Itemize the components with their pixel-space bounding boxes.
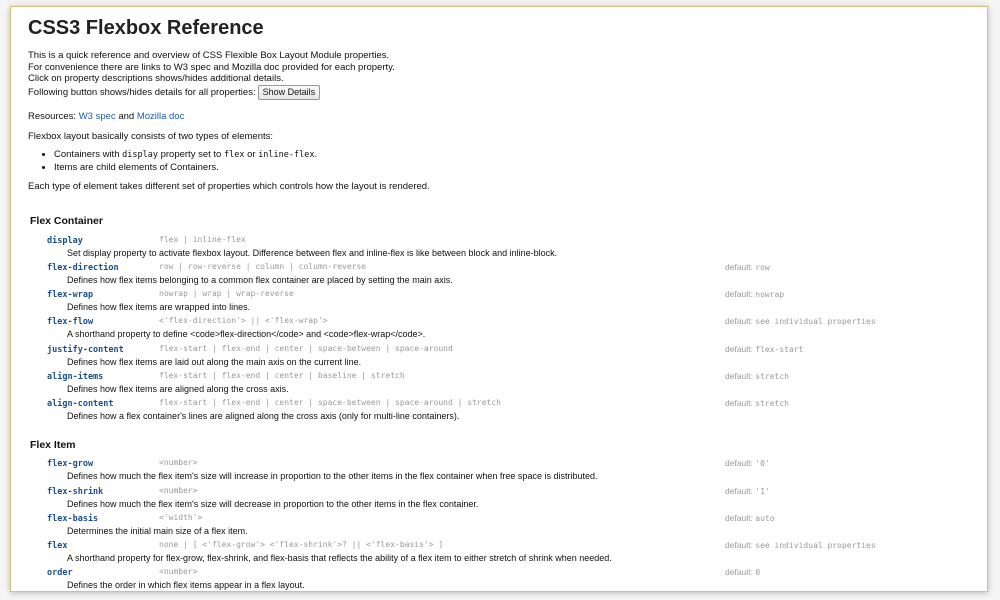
property-name: flex-shrink xyxy=(47,487,104,497)
property-default xyxy=(725,567,760,577)
w3-spec-link[interactable]: W3 spec xyxy=(78,111,116,122)
default-value: row xyxy=(755,263,770,272)
list-item: • Items are child elements of Containers. xyxy=(54,162,317,174)
resources-label: Resources: xyxy=(28,111,77,122)
intro-text xyxy=(28,50,395,100)
property-values: flex-start | flex-end | center | space-between | space-around xyxy=(159,344,453,353)
section-heading-flex-container: Flex Container xyxy=(30,215,103,227)
property-flex-shrink[interactable] xyxy=(47,487,987,514)
default-value: nowrap xyxy=(755,290,785,299)
property-default xyxy=(725,398,789,408)
default-value: stretch xyxy=(755,372,789,381)
default-value: '1' xyxy=(755,487,770,496)
list-text: property set to xyxy=(160,149,222,160)
default-value: see individual properties xyxy=(755,317,876,326)
section-heading-flex-item: Flex Item xyxy=(30,439,76,451)
mozilla-doc-link[interactable]: Mozilla doc xyxy=(136,111,185,122)
default-label: default: xyxy=(725,513,753,523)
property-flex-grow[interactable] xyxy=(47,459,987,486)
default-value: see individual properties xyxy=(755,541,876,550)
default-label: default: xyxy=(725,344,753,354)
property-flex-wrap[interactable] xyxy=(47,290,987,317)
resources-and: and xyxy=(118,111,135,122)
default-label: default: xyxy=(725,486,753,496)
property-name: flex-grow xyxy=(47,459,94,469)
default-label: default: xyxy=(725,289,753,299)
default-label: default: xyxy=(725,540,753,550)
default-value: 0 xyxy=(755,568,761,577)
code-inline-flex: inline-flex xyxy=(258,150,315,160)
property-description: Defines how much the flex item's size will increase in proportion to the other items in the flex container when free space is distributed. xyxy=(67,471,598,481)
property-values: <number> xyxy=(159,567,198,576)
show-details-button[interactable]: Show Details xyxy=(258,85,321,100)
property-order[interactable] xyxy=(47,568,987,592)
element-types-list xyxy=(28,149,317,173)
default-label: default: xyxy=(725,262,753,272)
intro-line: For convenience there are links to W3 spec and Mozilla doc provided for each property. xyxy=(28,61,395,73)
property-description: Defines how flex items are aligned along the cross axis. xyxy=(67,384,289,394)
property-name: flex-wrap xyxy=(47,290,94,300)
default-label: default: xyxy=(725,371,753,381)
page-frame xyxy=(10,6,988,592)
property-align-content[interactable] xyxy=(47,399,987,426)
property-name: align-content xyxy=(47,399,114,409)
property-values: flex-start | flex-end | center | baseline | stretch xyxy=(159,371,405,380)
property-align-items[interactable] xyxy=(47,372,987,399)
property-description: Defines how flex items are laid out along the main axis on the current line. xyxy=(67,357,362,367)
property-values: flex-start | flex-end | center | space-between | space-around | stretch xyxy=(159,398,501,407)
default-value: stretch xyxy=(755,399,789,408)
property-justify-content[interactable] xyxy=(47,345,987,372)
code-display: display xyxy=(122,150,158,160)
property-values: <'width'> xyxy=(159,513,203,522)
property-description: A shorthand property for flex-grow, flex-shrink, and flex-basis that reflects the ability of a flex item to either stretch of shrink when needed. xyxy=(67,553,612,563)
property-name: flex-flow xyxy=(47,317,94,327)
property-name: display xyxy=(47,236,83,246)
intro-button-label: Following button shows/hides details for all properties: xyxy=(28,86,256,98)
intro-line: Click on property descriptions shows/hides additional details. xyxy=(28,73,284,84)
property-values: <number> xyxy=(159,486,198,495)
property-default xyxy=(725,344,803,354)
property-default xyxy=(725,540,876,550)
list-text: Containers with xyxy=(54,149,120,160)
property-values: <'flex-direction'> || <'flex-wrap'> xyxy=(159,316,328,325)
property-flex[interactable] xyxy=(47,541,987,568)
property-default xyxy=(725,316,876,326)
property-name: flex-basis xyxy=(47,514,99,524)
default-label: default: xyxy=(725,316,753,326)
property-flex-flow[interactable] xyxy=(47,317,987,344)
property-description: Defines how flex items belonging to a common flex container are placed by setting the main axis. xyxy=(67,275,453,285)
list-item xyxy=(54,149,317,162)
property-name: justify-content xyxy=(47,345,124,355)
property-default xyxy=(725,486,770,496)
property-name: flex-direction xyxy=(47,263,119,273)
property-default xyxy=(725,513,775,523)
list-text: or xyxy=(247,149,256,160)
intro-line: This is a quick reference and overview of CSS Flexible Box Layout Module properties. xyxy=(28,50,390,61)
property-description: Determines the initial main size of a flex item. xyxy=(67,526,248,536)
code-flex: flex xyxy=(223,150,245,160)
property-description: Set display property to activate flexbox layout. Difference between flex and inline-flex is like between block and inline-block. xyxy=(67,248,558,258)
property-default xyxy=(725,262,770,272)
property-default xyxy=(725,289,784,299)
property-default xyxy=(725,458,770,468)
property-name: flex xyxy=(47,541,68,551)
default-label: default: xyxy=(725,458,753,468)
property-flex-direction[interactable] xyxy=(47,263,987,290)
property-flex-basis[interactable] xyxy=(47,514,987,541)
default-label: default: xyxy=(725,398,753,408)
property-description: A shorthand property to define <code>flex-direction</code> and <code>flex-wrap</code>. xyxy=(67,329,426,339)
property-values: row | row-reverse | column | column-reverse xyxy=(159,262,367,271)
intro-line xyxy=(28,85,395,100)
property-description: Defines how a flex container's lines are aligned along the cross axis (only for multi-line containers). xyxy=(67,411,460,421)
list-text: . xyxy=(314,149,318,160)
property-values: <number> xyxy=(159,458,198,467)
default-value: flex-start xyxy=(755,345,804,354)
property-name: align-items xyxy=(47,372,104,382)
property-description: Defines how flex items are wrapped into lines. xyxy=(67,302,251,312)
property-display[interactable] xyxy=(47,236,987,263)
types-intro: Flexbox layout basically consists of two types of elements: xyxy=(28,131,274,142)
property-default xyxy=(725,371,789,381)
property-name: order xyxy=(47,568,73,578)
property-description: Defines how much the flex item's size will decrease in proportion to the other items in the flex container. xyxy=(67,499,479,509)
each-type-text: Each type of element takes different set of properties which controls how the layout is rendered. xyxy=(28,181,430,192)
property-values: nowrap | wrap | wrap-reverse xyxy=(159,289,294,298)
default-label: default: xyxy=(725,567,753,577)
default-value: auto xyxy=(755,514,775,523)
property-values: flex | inline-flex xyxy=(159,235,246,244)
property-description: Defines the order in which flex items appear in a flex layout. xyxy=(67,580,305,590)
default-value: '0' xyxy=(755,459,770,468)
property-values: none | [ <'flex-grow'> <'flex-shrink'>? || <'flex-basis'> ] xyxy=(159,540,444,549)
resources-line xyxy=(28,111,184,122)
page-title: CSS3 Flexbox Reference xyxy=(28,17,264,39)
